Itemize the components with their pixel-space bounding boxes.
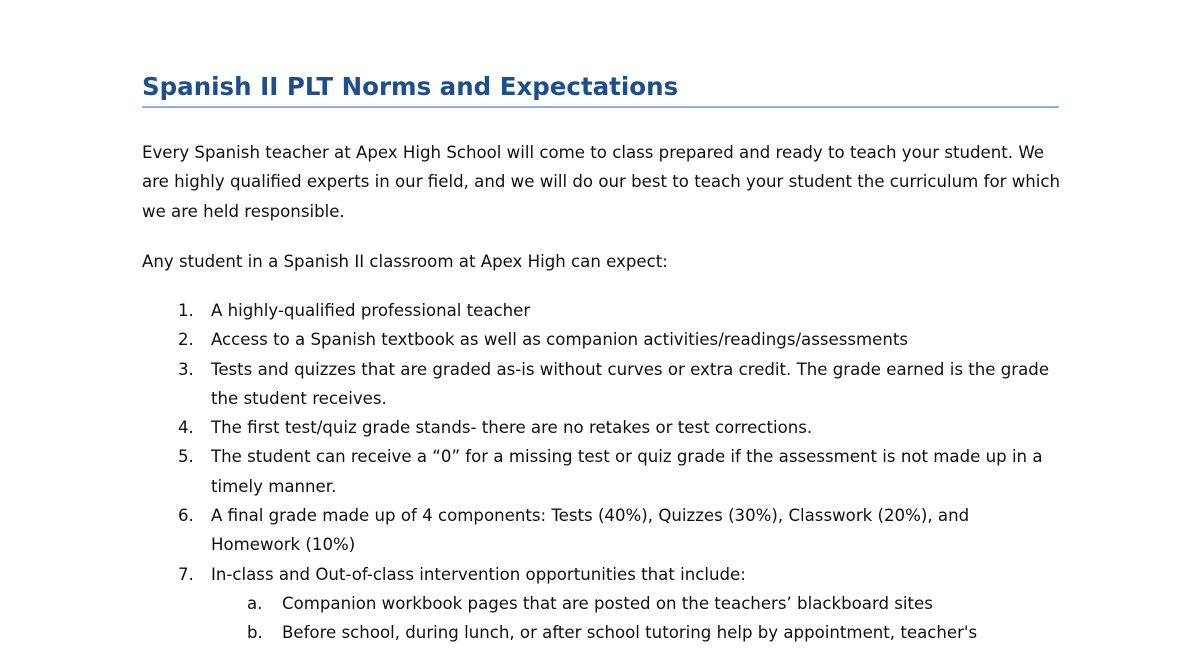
list-item-text: Tests and quizzes that are graded as-is without curves or extra credit. The grade earned is the grade the student receives. xyxy=(211,359,1050,408)
list-item-text: A highly-qualified professional teacher xyxy=(211,301,531,320)
list-item xyxy=(142,413,1062,442)
list-item-number: 2. xyxy=(178,330,194,350)
sublist-item xyxy=(142,589,1062,618)
sublist-item xyxy=(142,618,1062,647)
title-underline xyxy=(142,106,1059,108)
list-item xyxy=(142,325,1062,354)
list-item-text: The student can receive a “0” for a missing test or quiz grade if the assessment is not made up in a timely manner. xyxy=(211,447,1043,496)
list-item-text: In-class and Out-of-class intervention opportunities that include: xyxy=(211,564,746,584)
list-item-number: 1. xyxy=(178,301,194,320)
list-item xyxy=(142,501,1062,560)
list-item-number: 7. xyxy=(178,564,194,584)
expectations-list xyxy=(142,296,1062,648)
sublist-item-letter: a. xyxy=(247,593,263,613)
list-item-text: The first test/quiz grade stands- there are no retakes or test corrections. xyxy=(211,418,813,438)
sublist-item-letter: b. xyxy=(247,623,263,643)
document-title: Spanish II PLT Norms and Expectations xyxy=(142,72,679,101)
intro-paragraph: Every Spanish teacher at Apex High School will come to class prepared and ready to teach your student. We are highly qualified experts in our field, and we will do our best to teach your student the curriculum for which we are held responsible. xyxy=(142,143,1061,221)
list-item-number: 6. xyxy=(178,506,194,526)
list-item-number: 3. xyxy=(178,359,194,379)
list-item-number: 5. xyxy=(178,447,194,467)
sublist-item-text: Companion workbook pages that are posted on the teachers’ blackboard sites xyxy=(282,593,933,613)
list-item xyxy=(142,296,1062,325)
list-item-number: 4. xyxy=(178,418,194,438)
expectations-lead-paragraph: Any student in a Spanish II classroom at Apex High can expect: xyxy=(142,252,668,271)
list-item-text: Access to a Spanish textbook as well as companion activities/readings/assessments xyxy=(211,330,909,350)
list-item xyxy=(142,355,1062,414)
list-item xyxy=(142,560,1062,589)
list-item xyxy=(142,442,1062,501)
sublist-item-text: Before school, during lunch, or after school tutoring help by appointment, teacher's xyxy=(282,623,978,643)
list-item-text: A final grade made up of 4 components: Tests (40%), Quizzes (30%), Classwork (20%), and Homework (10%) xyxy=(211,506,970,555)
